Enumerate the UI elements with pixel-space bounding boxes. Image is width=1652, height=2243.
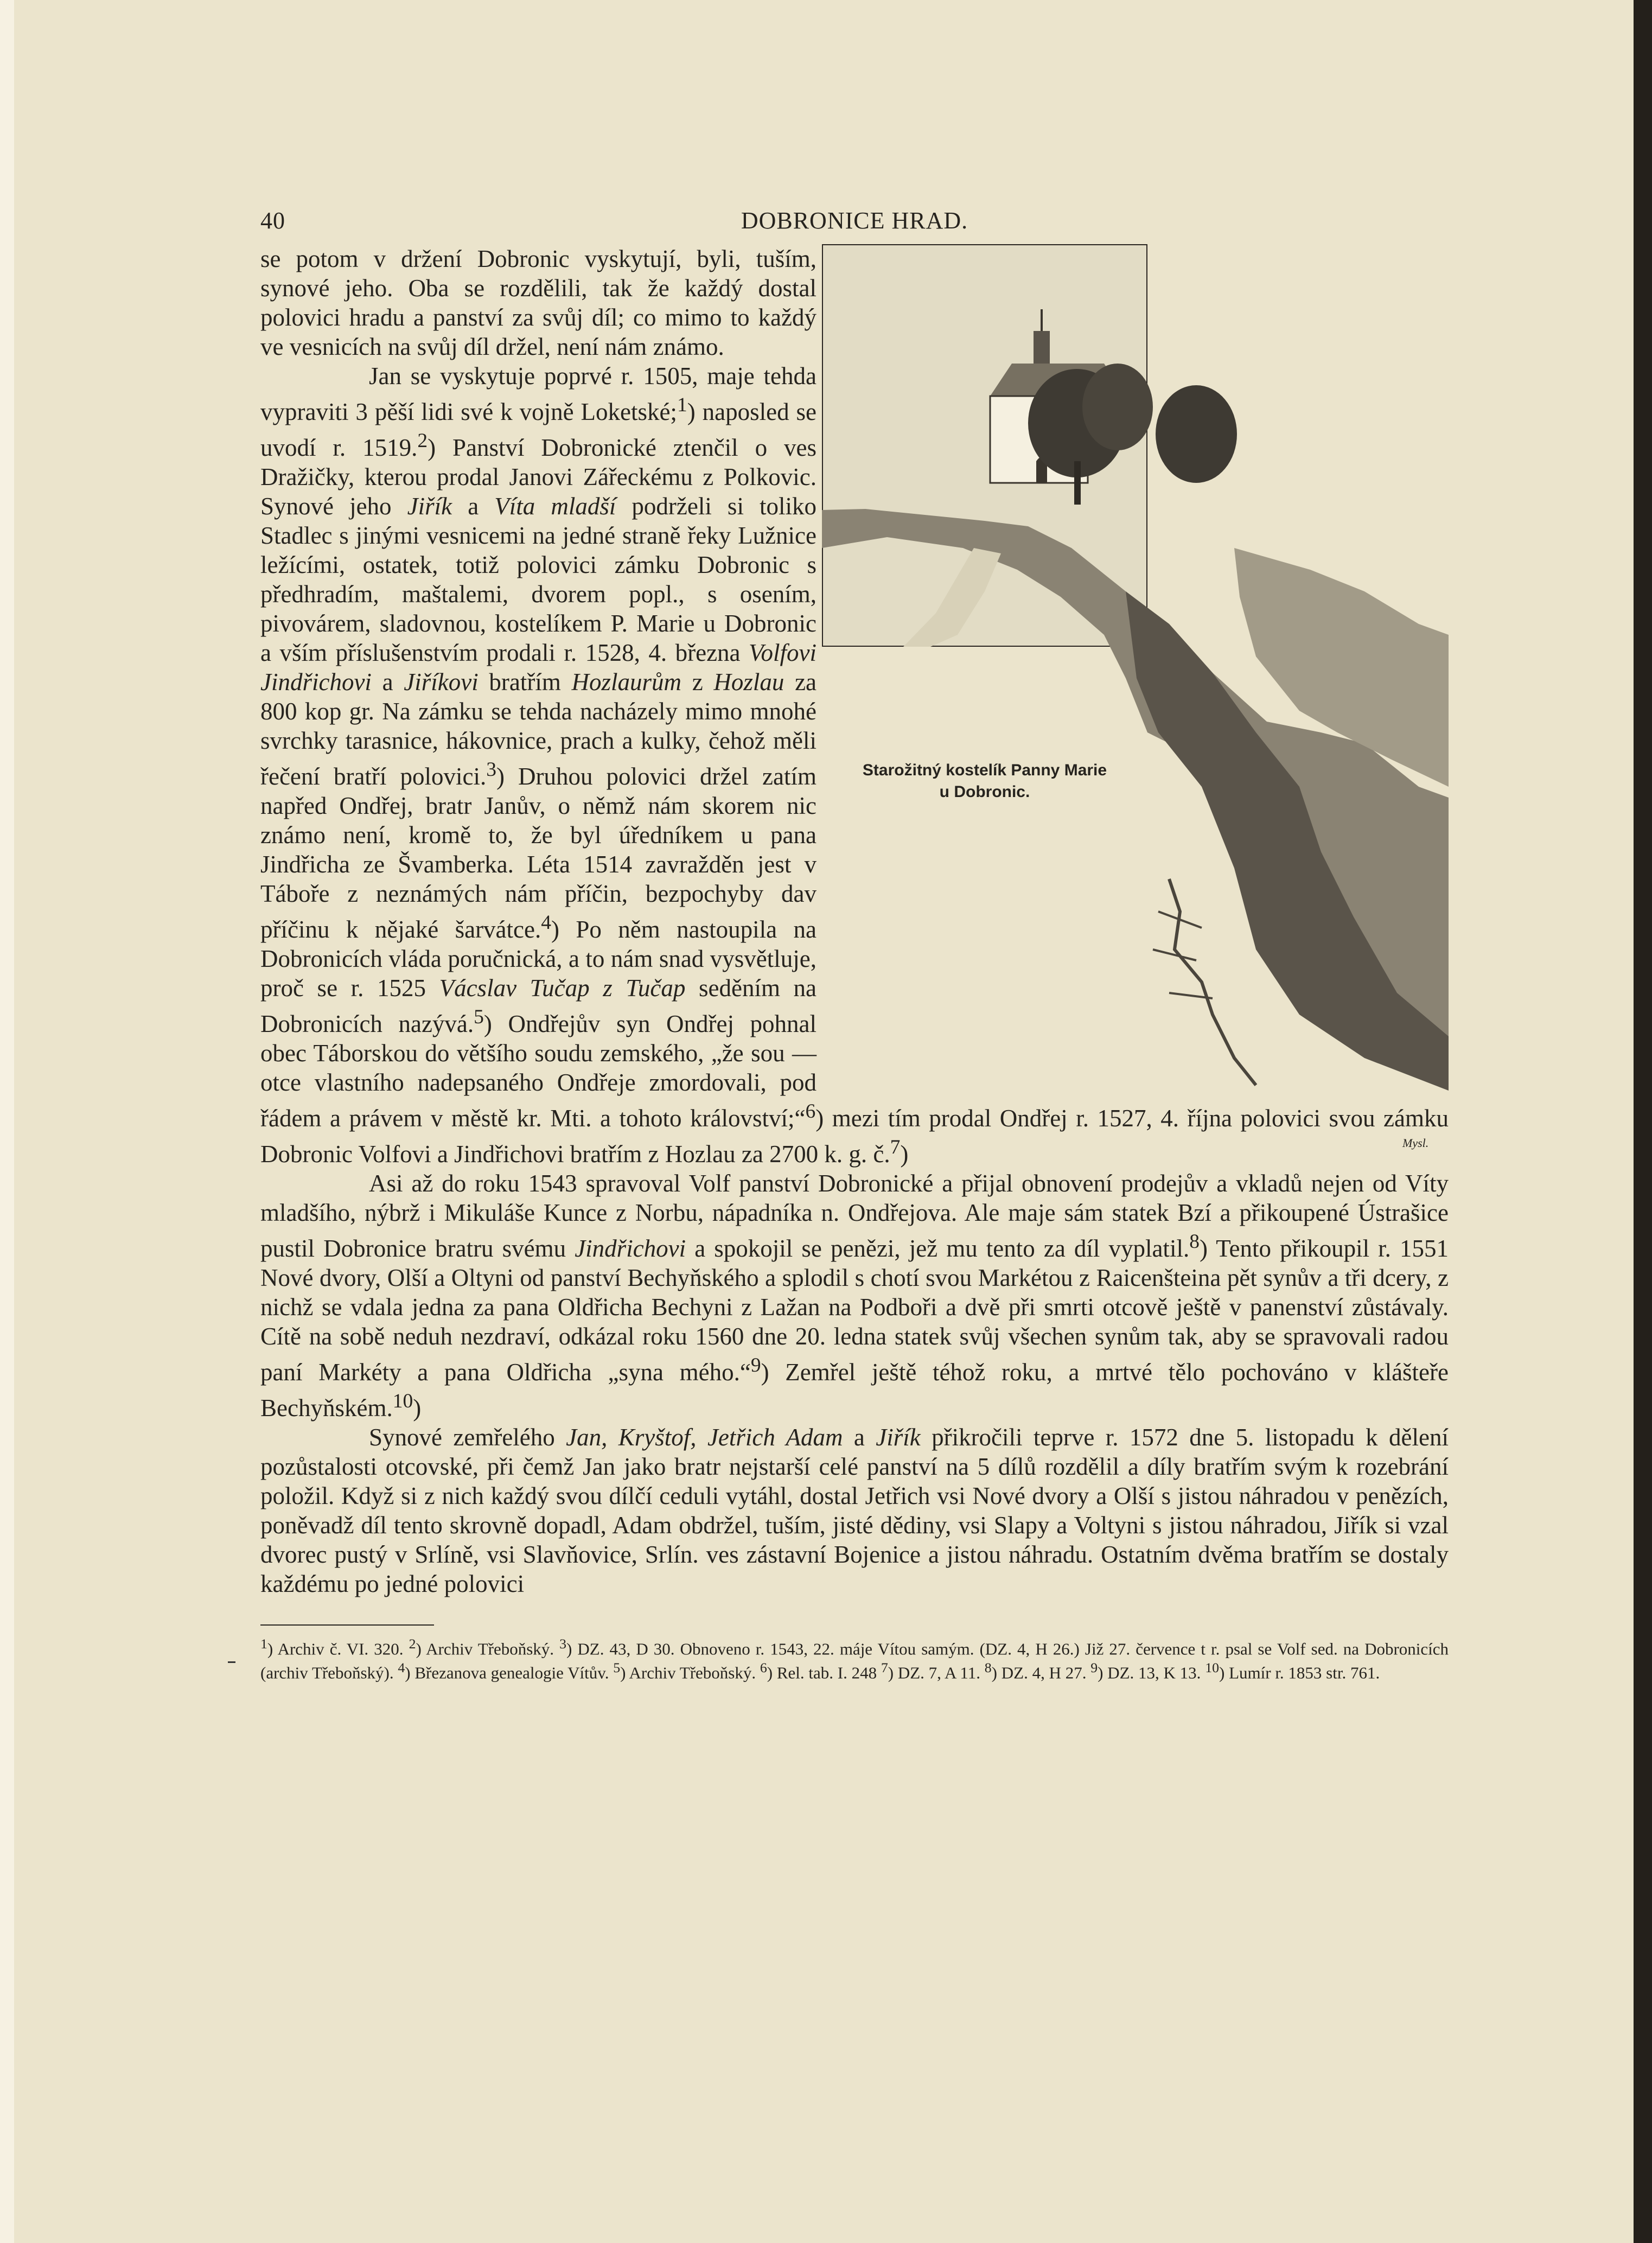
caption-line-1: Starožitný kostelík Panny Marie [862, 761, 1107, 779]
chapel-tower [1034, 331, 1050, 364]
tree-middle [1082, 364, 1153, 450]
paragraph-3: Asi až do roku 1543 spravoval Volf panství Dobronické a přijal obnovení prodejův a vkladů nejen od Víty mladšího, nýbrž i Mikuláše Kunce z Norbu, nápadníka n. Ondřejova. Ale maje sám statek Bzí a přikoupené Ústrašice pustil Dobronice bratru svému Jindřichovi a spokojil se penězi, jež mu tento za díl vyplatil.$^8$) Tento přikoupil r. 1551 Nové dvory, Olší a Oltyni od panství Bechyňského a splodil s chotí svou Markétou z Raicenšteina pět synův a tři dcery, z nichž se vdala jedna za pana Oldřicha Bechyni z Lažan na Podboři a dvě při smrti otcově ještě v panenství zůstávaly. Cítě na sobě neduh nezdraví, odkázal roku 1560 dne 20. ledna statek svůj všechen synům tak, aby se spravovali radou paní Markéty a pana Oldřicha „syna mého.“$^9$) Zemřel ještě téhož roku, a mrtvé tělo pochováno v klášteře Bechyňském.$^{10}$) [260, 1170, 1449, 1422]
tree-trunk [1074, 461, 1081, 505]
caption-line-2: u Dobronic. [939, 783, 1030, 801]
hill-chapel-drawing [822, 244, 1449, 1091]
footnote-rule [260, 1624, 434, 1626]
footnotes: $^1$) Archiv č. VI. 320. $^2$) Archiv Třeboňský. $^3$) DZ. 43, D 30. Obnoveno r. 1543, 22. máje Vítou samým. (DZ. 4, H 26.) Již 27. července t r. psal se Volf sed. na Dobronicích (archiv Třeboňský). $^4$) Březanova genealogie Vítův. $^5$) Archiv Třeboňský. $^6$) Rel. tab. I. 248 $^7$) DZ. 7, A 11. $^8$) DZ. 4, H 27. $^9$) DZ. 13, K 13. $^{10}$) Lumír r. 1853 str. 761. [260, 1636, 1449, 1683]
running-title: DOBRONICE HRAD. [741, 207, 968, 234]
margin-mark [228, 1661, 235, 1663]
page [260, 206, 1449, 1683]
tree-right [1156, 385, 1237, 483]
paragraph-2: Jan se vyskytuje poprvé r. 1505, maje tehda vypraviti 3 pěší lidi své k vojně Loketské;$^1$) naposled se uvodí r. 1519.$^2$) Panství Dobronické ztenčil o ves Dražičky, kterou prodal Janovi Zářeckému z Polkovic. Synové jeho Jiřík a Víta mladší podrželi si toliko Stadlec s jinými vesnicemi na jedné straně řeky Lužnice ležícími, ostatek, totiž polovici zámku Dobronic s předhradím, maštalemi, dvorem popl., s osením, pivovárem, sladovnou, kostelíkem P. Marie u Dobronic a vším příslušenstvím prodali r. 1528, 4. března Volfovi Jindřichovi a Jiříkovi bratřím Hozlaurům z Hozlau za 800 kop gr. Na zámku se tehda nacházely mimo mnohé svrchky tarasnice, hákovnice, prach a kulky, čehož měli řečení bratří polovici.$^3$) Druhou polovici držel zatím napřed Ondřej, bratr Janův, o němž nám skorem nic známo není, kromě to, že byl úředníkem u pana Jindřicha ze Švamberka. Léta 1514 zavražděn jest v Táboře z neznámých nám příčin, bezpochyby dav příčinu k nějaké šarvátce.$^4$) Po něm nastoupila na Dobronicích vláda poručnická, a to nám snad vysvětluje, proč se r. 1525 Vácslav Tučap z Tučap seděním na Dobronicích nazývá.$^5$) Ondřejův syn Ondřej pohnal obec Táborskou do většího soudu zemského, „že sou — otce vlastního nadepsaného Ondřeje zmordovali, pod řádem a právem v městě kr. Mti. a tohoto království;“$^6$) mezi tím prodal Ondřej r. 1527, 4. října polovici svou zámku Dobronic Volfovi a Jindřichovi bratřím z Hozlau za 2700 k. g. č.$^7$) [260, 362, 1449, 1168]
paragraph-4: Synové zemřelého Jan, Kryštof, Jetřich Adam a Jiřík přikročili teprve r. 1572 dne 5. listopadu k dělení pozůstalosti otcovské, při čemž Jan jako bratr nejstarší celé panství na 5 dílů rozdělil a díly bratřím svým k rozebrání položil. Když si z nich každý svou dílčí ceduli vytáhl, dostal Jetřich vsi Nové dvory a Olší s jistou náhradou v penězích, poněvadž díl tento skrovně dopadl, Adam obdržel, tuším, jisté dědiny, vsi Slapy a Voltyni s jistou náhradou, Jiřík si vzal dvorec pustý v Srlíně, vsi Slavňovice, Srlín. ves zástavní Bojenice a jistou náhradu. Ostatním dvěma bratřím se dostaly každému po jedné polovici [260, 1424, 1449, 1597]
left-page-edge [0, 0, 14, 2243]
figure-caption [822, 760, 1147, 803]
illustrator-signature: Mysl. [1402, 1136, 1429, 1150]
page-number: 40 [260, 207, 285, 234]
grass-tufts [1169, 879, 1256, 1085]
chapel-cross [1041, 309, 1043, 331]
right-scan-edge [1634, 0, 1652, 2243]
paragraph-1: se potom v držení Dobronic vyskytují, byli, tuším, synové jeho. Oba se rozdělili, tak že každý dostal polovici hradu a panství za svůj díl; co mimo to každý ve vesnicích na svůj díl držel, není nám známo. [260, 245, 817, 360]
page-header [260, 206, 1449, 244]
path-on-hill [903, 548, 1001, 647]
